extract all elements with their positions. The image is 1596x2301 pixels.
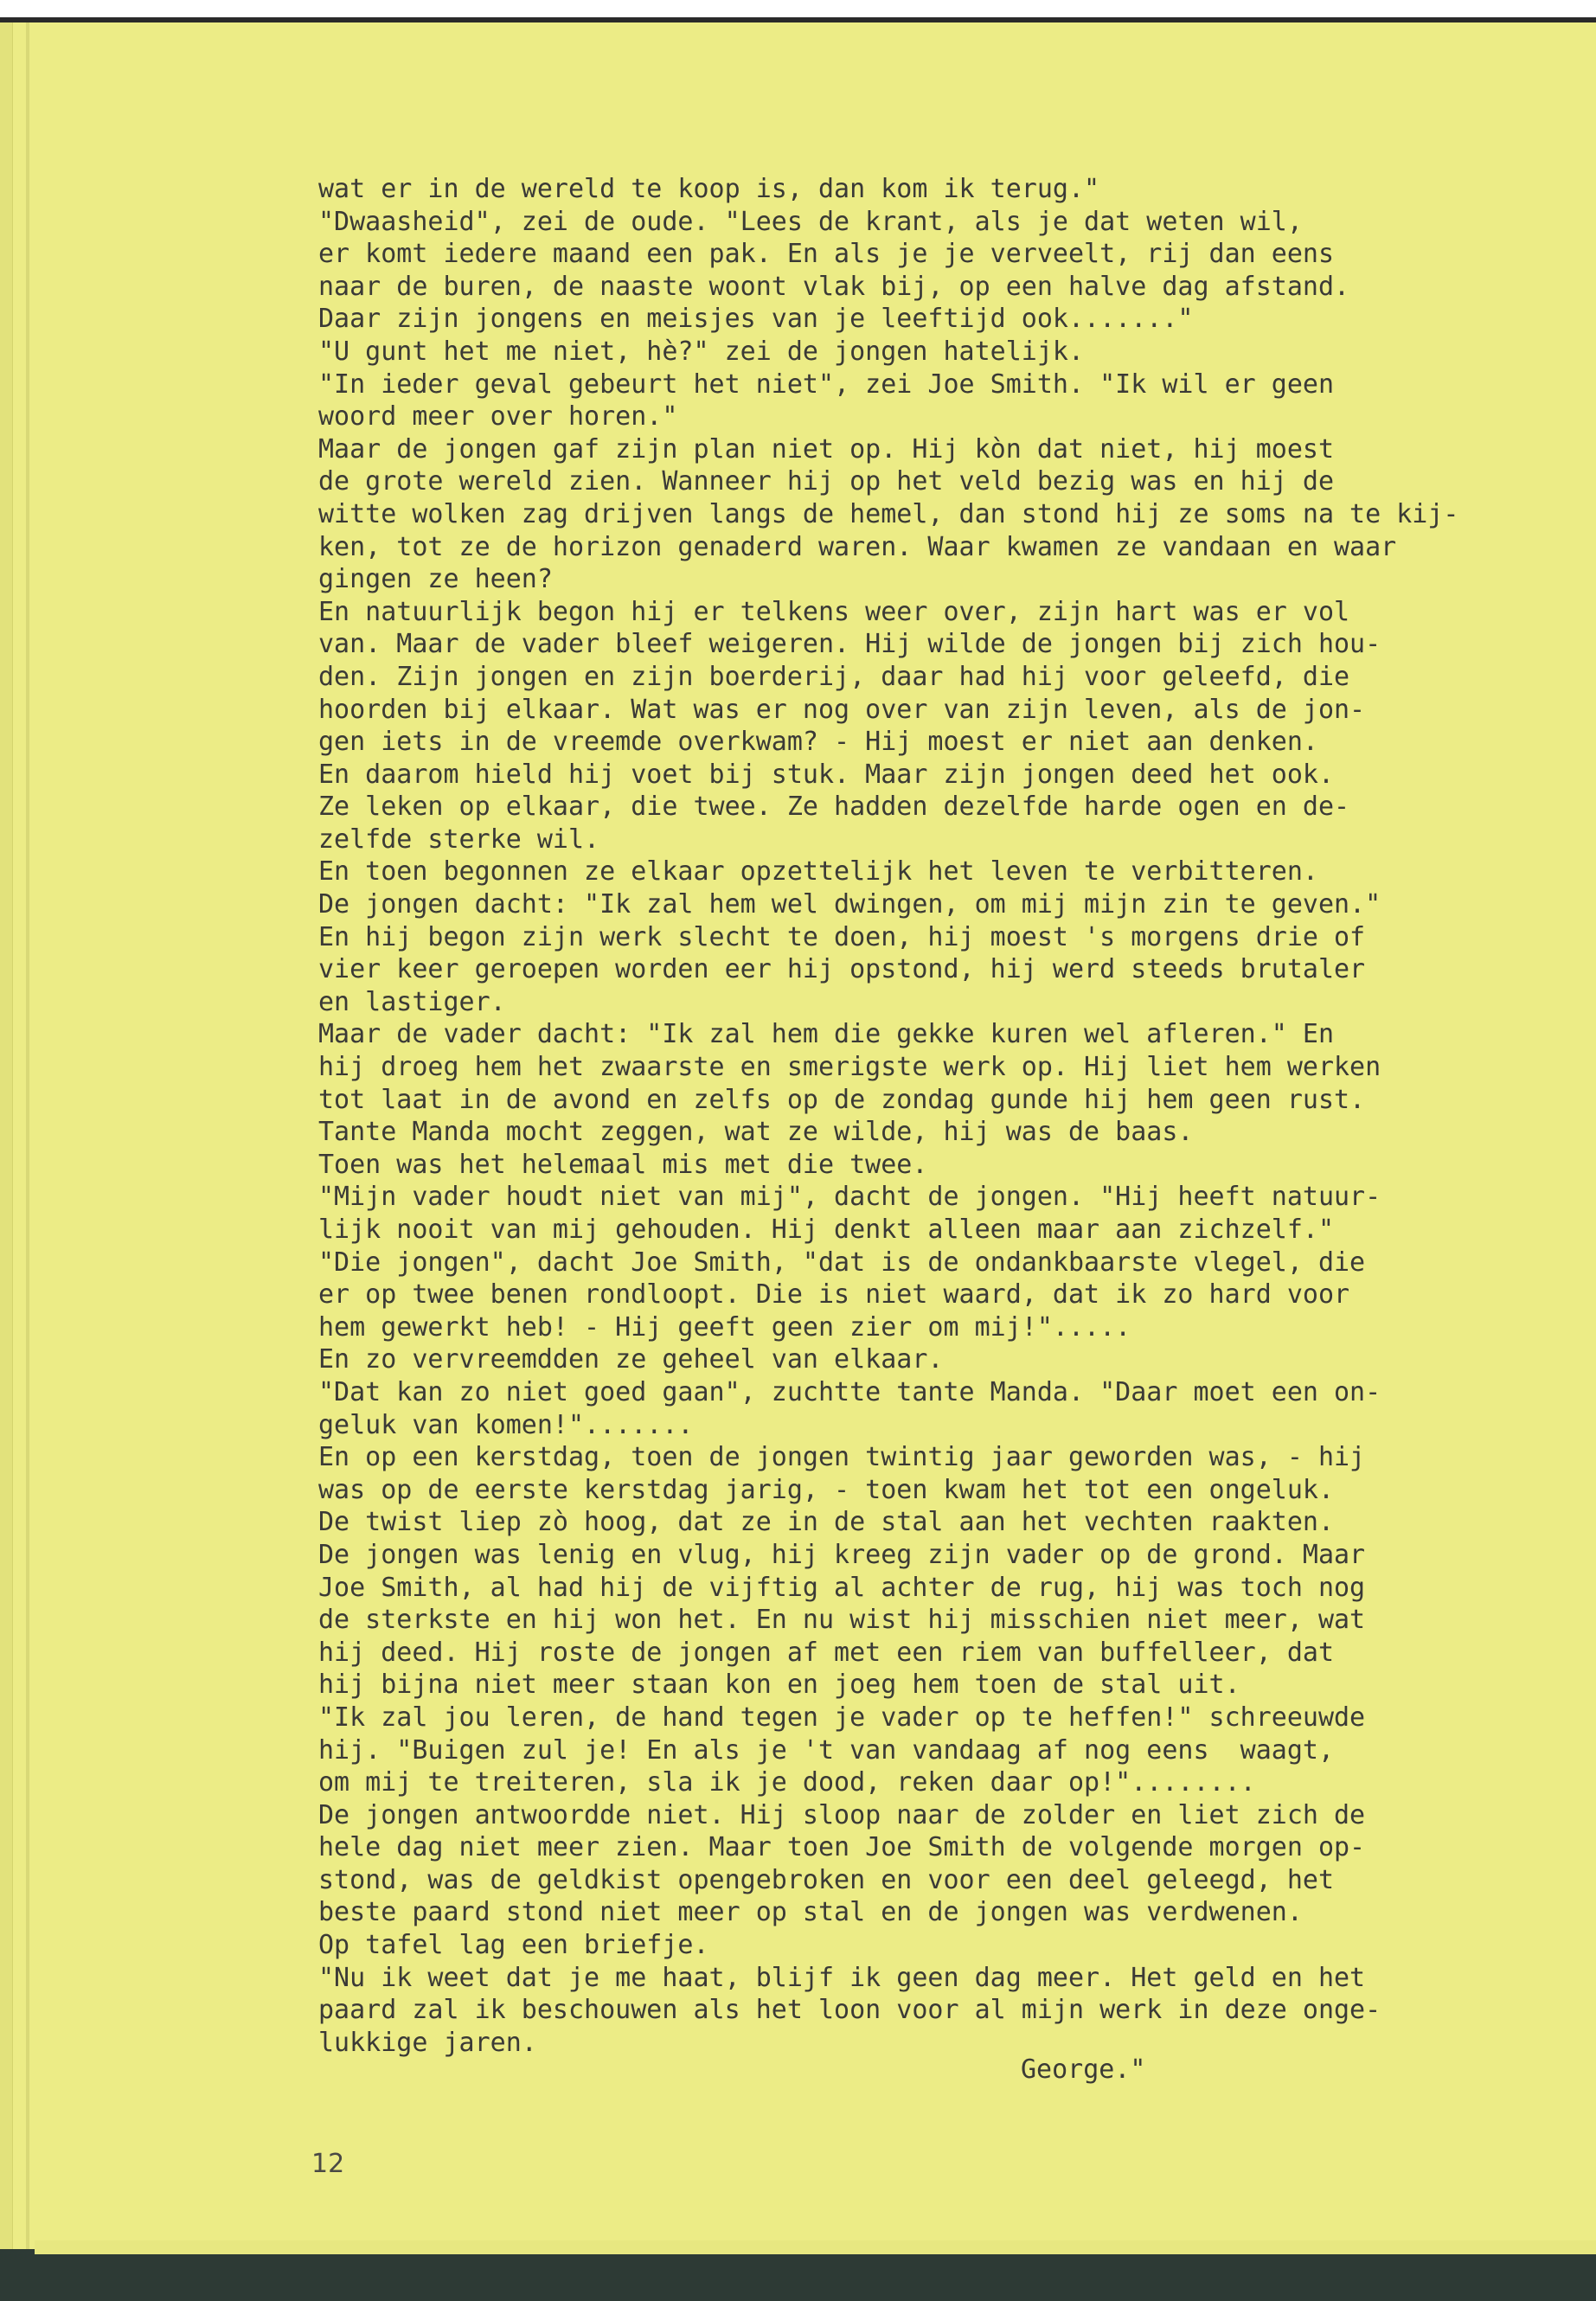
text-line: stond, was de geldkist opengebroken en voor een deel geleegd, het xyxy=(318,1864,1334,1895)
text-line: was op de eerste kerstdag jarig, - toen kwam het tot een ongeluk. xyxy=(318,1474,1334,1505)
text-line: den. Zijn jongen en zijn boerderij, daar had hij voor geleefd, die xyxy=(318,661,1350,692)
text-line: vier keer geroepen worden eer hij opstond, hij werd steeds brutaler xyxy=(318,954,1366,985)
text-line: om mij te treiteren, sla ik je dood, reken daar op!"........ xyxy=(318,1767,1256,1798)
page-stack-edge-inner xyxy=(26,22,29,2272)
text-line: woord meer over horen." xyxy=(318,401,678,433)
text-line: wat er in de wereld te koop is, dan kom ik terug." xyxy=(318,174,1100,204)
text-line: Daar zijn jongens en meisjes van je leeftijd ook......." xyxy=(318,304,1194,335)
text-line: En op een kerstdag, toen de jongen twintig jaar geworden was, - hij xyxy=(318,1442,1366,1473)
text-line: van. Maar de vader bleef weigeren. Hij wilde de jongen bij zich hou- xyxy=(318,629,1381,660)
text-line: De jongen antwoordde niet. Hij sloop naar de zolder en liet zich de xyxy=(318,1799,1366,1830)
text-line: lukkige jaren. xyxy=(318,2027,537,2058)
text-line: geluk van komen!"....... xyxy=(318,1409,694,1440)
text-line: En daarom hield hij voet bij stuk. Maar zijn jongen deed het ook. xyxy=(318,759,1334,790)
text-line: zelfde sterke wil. xyxy=(318,824,600,855)
page-number: 12 xyxy=(311,2149,345,2179)
text-line: Toen was het helemaal mis met die twee. xyxy=(318,1149,928,1180)
letter-signature: George." xyxy=(1021,2054,1146,2085)
text-line: hele dag niet meer zien. Maar toen Joe Smith de volgende morgen op- xyxy=(318,1832,1366,1863)
page-stack-edge xyxy=(0,22,13,2272)
text-line: Op tafel lag een briefje. xyxy=(318,1930,709,1961)
text-line: hem gewerkt heb! - Hij geeft geen zier om mij!"..... xyxy=(318,1311,1131,1343)
text-line: beste paard stond niet meer op stal en de jongen was verdwenen. xyxy=(318,1897,1303,1928)
text-line: en lastiger. xyxy=(318,986,506,1017)
text-line: Maar de vader dacht: "Ik zal hem die gekke kuren wel afleren." En xyxy=(318,1019,1334,1050)
text-line: "Mijn vader houdt niet van mij", dacht de jongen. "Hij heeft natuur- xyxy=(318,1182,1381,1213)
text-line: ken, tot ze de horizon genaderd waren. Waar kwamen ze vandaan en waar xyxy=(318,531,1397,562)
text-line: de grote wereld zien. Wanneer hij op het veld bezig was en hij de xyxy=(318,466,1334,497)
text-line: naar de buren, de naaste woont vlak bij, op een halve dag afstand. xyxy=(318,271,1350,302)
text-line: En zo vervreemdden ze geheel van elkaar. xyxy=(318,1344,944,1375)
text-line: "Ik zal jou leren, de hand tegen je vader op te heffen!" schreeuwde xyxy=(318,1702,1366,1733)
text-line: er op twee benen rondloopt. Die is niet waard, dat ik zo hard voor xyxy=(318,1279,1350,1311)
text-line: tot laat in de avond en zelfs op de zondag gunde hij hem geen rust. xyxy=(318,1084,1366,1115)
text-line: Maar de jongen gaf zijn plan niet op. Hij kòn dat niet, hij moest xyxy=(318,433,1334,465)
text-line: gen iets in de vreemde overkwam? - Hij moest er niet aan denken. xyxy=(318,727,1318,758)
text-line: gingen ze heen? xyxy=(318,564,553,595)
text-line: De twist liep zò hoog, dat ze in de stal aan het vechten raakten. xyxy=(318,1507,1334,1538)
body-text xyxy=(318,173,1460,2059)
text-line: Joe Smith, al had hij de vijftig al achter de rug, hij was toch nog xyxy=(318,1572,1366,1603)
text-line: lijk nooit van mij gehouden. Hij denkt alleen maar aan zichzelf." xyxy=(318,1215,1334,1245)
page-bottom-edge xyxy=(35,2240,1596,2254)
text-line: er komt iedere maand een pak. En als je je verveelt, rij dan eens xyxy=(318,239,1334,270)
text-line: "Dat kan zo niet goed gaan", zuchtte tante Manda. "Daar moet een on- xyxy=(318,1376,1381,1407)
text-line: Tante Manda mocht zeggen, wat ze wilde, hij was de baas. xyxy=(318,1117,1194,1148)
text-line: En hij begon zijn werk slecht te doen, hij moest 's morgens drie of xyxy=(318,921,1366,952)
text-line: "Nu ik weet dat je me haat, blijf ik geen dag meer. Het geld en het xyxy=(318,1962,1366,1993)
text-line: hij deed. Hij roste de jongen af met een riem van buffelleer, dat xyxy=(318,1637,1334,1668)
text-line: "Die jongen", dacht Joe Smith, "dat is de ondankbaarste vlegel, die xyxy=(318,1247,1366,1278)
book-cover-bottom xyxy=(0,2249,1596,2301)
text-line: De jongen was lenig en vlug, hij kreeg zijn vader op de grond. Maar xyxy=(318,1539,1366,1570)
text-line: "Dwaasheid", zei de oude. "Lees de krant, als je dat weten wil, xyxy=(318,206,1303,237)
text-line: "U gunt het me niet, hè?" zei de jongen hatelijk. xyxy=(318,336,1085,367)
text-line: de sterkste en hij won het. En nu wist hij misschien niet meer, wat xyxy=(318,1605,1366,1636)
text-line: hij droeg hem het zwaarste en smerigste werk op. Hij liet hem werken xyxy=(318,1052,1381,1083)
text-line: hoorden bij elkaar. Wat was er nog over van zijn leven, als de jon- xyxy=(318,694,1366,725)
text-line: "In ieder geval gebeurt het niet", zei Joe Smith. "Ik wil er geen xyxy=(318,369,1334,400)
text-line: witte wolken zag drijven langs de hemel, dan stond hij ze soms na te kij- xyxy=(318,498,1459,529)
text-line: paard zal ik beschouwen als het loon voor al mijn werk in deze onge- xyxy=(318,1995,1381,2026)
text-line: En natuurlijk begon hij er telkens weer over, zijn hart was er vol xyxy=(318,596,1350,627)
text-line: Ze leken op elkaar, die twee. Ze hadden dezelfde harde ogen en de- xyxy=(318,792,1350,823)
text-line: En toen begonnen ze elkaar opzettelijk het leven te verbitteren. xyxy=(318,856,1318,888)
text-line: hij bijna niet meer staan kon en joeg hem toen de stal uit. xyxy=(318,1670,1240,1701)
text-line: De jongen dacht: "Ik zal hem wel dwingen, om mij mijn zin te geven." xyxy=(318,889,1381,920)
text-line: hij. "Buigen zul je! En als je 't van vandaag af nog eens waagt, xyxy=(318,1734,1334,1766)
